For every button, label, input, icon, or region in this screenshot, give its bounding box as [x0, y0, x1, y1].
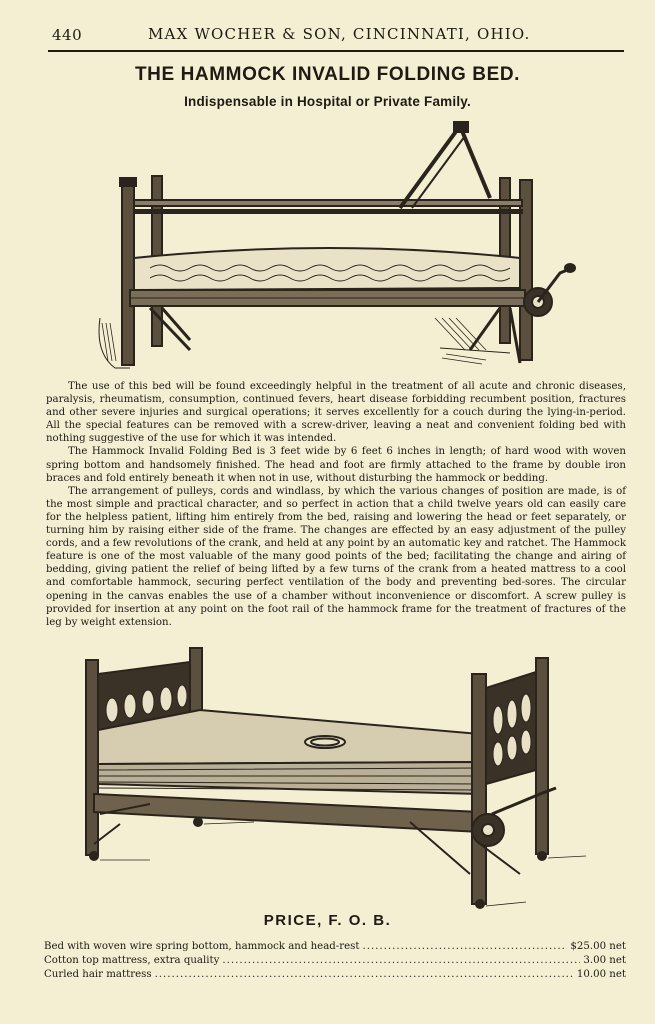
paragraph-3: The arrangement of pulleys, cords and windlass, by which the various changes of position are made, is of the most simple and practical character, and so perfect in action that a child twelve years old can easily care for the helpless patient, lifting him entirely from the bed, raising and lowering the head or feet separately, or turning him by raising either side of the frame. The changes are effected by an easy adjustment of the pulley cords, and a few revolutions of the crank, and held at any point by an automatic key and ratchet. The Hammock feature is one of the most valuable of the many good points of the bed; facilitating the change and airing of bedding, giving patient the relief of being lifted by a few turns of the crank from a heated mattress to a cool and comfortable hammock, securing perfect ventilation of the body and preventing bed-sores. The circular opening in the canvas enables the use of a chamber without inconvenience or discomfort. A screw pulley is provided for insertion at any point on the foot rail of the hammock frame for the treatment of fractures of the leg by weight extension. [46, 485, 626, 628]
price-row [44, 968, 626, 982]
paragraph-2: The Hammock Invalid Folding Bed is 3 feet wide by 6 feet 6 inches in length; of hard wood with woven spring bottom and handsomely finished. The head and foot are firmly attached to the frame by double iron braces and fold entirely beneath it when not in use, without disturbing the hammock or bedding. [46, 446, 626, 484]
price-row [44, 954, 626, 968]
leader-dots [222, 954, 580, 968]
paragraph-1: The use of this bed will be found exceedingly helpful in the treatment of all acute and chronic diseases, paralysis, rheumatism, consumption, continued fevers, heart disease forbidding recumbent position, fractures and other severe injuries and surgical operations; it serves excellently for a couch during the lying-in-period. All the special features can be removed with a screw-driver, leaving a neat and convenient folding bed with nothing suggestive of the use for which it was intended. [46, 381, 626, 445]
price-list [44, 940, 626, 982]
running-title: MAX WOCHER & SON, CINCINNATI, OHIO. [148, 25, 531, 43]
page-title: THE HAMMOCK INVALID FOLDING BED. [134, 64, 521, 85]
page-header [48, 22, 624, 50]
price-item-amount: $25.00 net [570, 941, 626, 952]
price-item-label: Bed with woven wire spring bottom, hammock and head-rest [44, 941, 360, 952]
hammock-bed-illustration-top [90, 118, 580, 380]
price-item-amount: 3.00 net [583, 955, 626, 966]
price-row [44, 940, 626, 954]
price-item-label: Cotton top mattress, extra quality [44, 955, 220, 966]
page-number: 440 [52, 26, 83, 44]
leader-dots [155, 968, 574, 982]
header-rule [48, 50, 624, 52]
price-heading: PRICE, F. O. B. [263, 912, 392, 929]
leader-dots [362, 940, 567, 954]
hammock-bed-illustration-bottom [80, 644, 590, 910]
page-subtitle: Indispensable in Hospital or Private Family. [184, 94, 471, 109]
price-item-label: Curled hair mattress [44, 969, 152, 980]
price-item-amount: 10.00 net [576, 969, 626, 980]
description-text [46, 380, 626, 629]
